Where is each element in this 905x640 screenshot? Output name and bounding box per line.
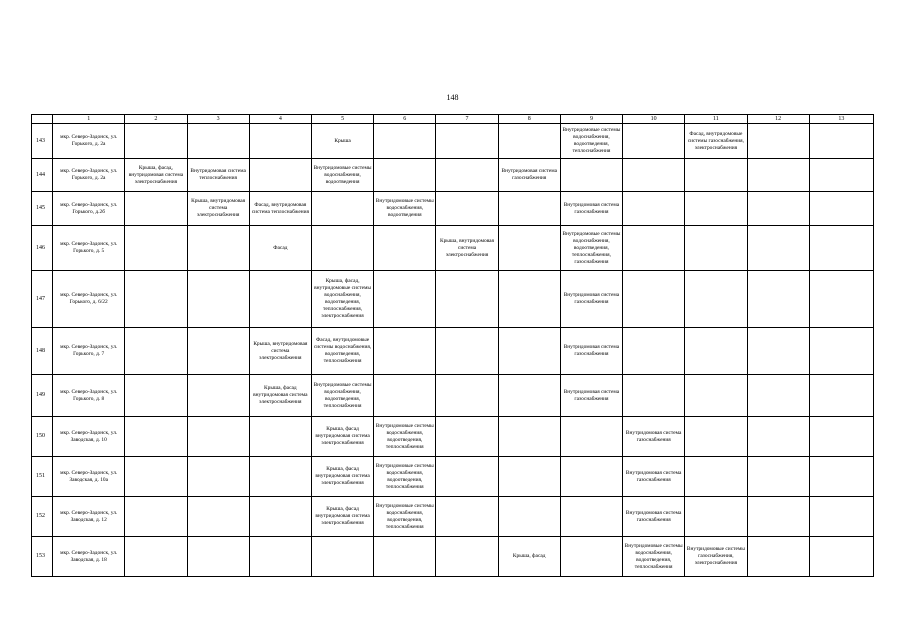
row-number: 143 (32, 124, 53, 159)
row-number: 146 (32, 226, 53, 271)
work-cell (436, 457, 498, 497)
header-cell: 9 (560, 115, 622, 124)
work-cell (187, 328, 249, 375)
work-cell: Внутридомовая система газоснабжения (623, 497, 685, 537)
address-cell: мкр. Северо-Задонск, ул. Горького, д. 2а (53, 124, 125, 159)
work-cell (311, 192, 373, 226)
work-cell (187, 537, 249, 577)
work-cell (809, 226, 873, 271)
work-cell (560, 159, 622, 192)
address-cell: мкр. Северо-Задонск, ул. Горького, д. 2а (53, 159, 125, 192)
work-cell (249, 124, 311, 159)
work-cell: Внутридомовые системы водоснабжения, водоотведения, теплоснабжения (560, 124, 622, 159)
work-cell (685, 457, 747, 497)
repair-schedule-table (31, 114, 874, 577)
work-cell: Внутридомовые системы водоснабжения, водоотведения, теплоснабжения (374, 457, 436, 497)
table-body (32, 115, 874, 577)
work-cell (685, 497, 747, 537)
work-cell (685, 375, 747, 417)
work-cell (685, 159, 747, 192)
work-cell (125, 226, 187, 271)
work-cell: Крыша, фасад внутридомовая система электроснабжения (311, 457, 373, 497)
work-cell (560, 457, 622, 497)
work-cell (436, 159, 498, 192)
work-cell (374, 124, 436, 159)
work-cell (809, 159, 873, 192)
work-cell: Крыша (311, 124, 373, 159)
work-cell (623, 226, 685, 271)
work-cell (249, 537, 311, 577)
work-cell (747, 497, 809, 537)
work-cell (125, 417, 187, 457)
address-cell: мкр. Северо-Задонск, ул. Заводская, д. 10 (53, 417, 125, 457)
row-number: 151 (32, 457, 53, 497)
work-cell: Крыша, внутридомовая система электроснабжения (249, 328, 311, 375)
work-cell (498, 497, 560, 537)
work-cell (623, 271, 685, 328)
table-row (32, 537, 874, 577)
work-cell (809, 375, 873, 417)
work-cell: Внутридомовая система газоснабжения (623, 457, 685, 497)
table-row (32, 457, 874, 497)
header-cell-empty (32, 115, 53, 124)
table-row (32, 497, 874, 537)
address-cell: мкр. Северо-Задонск, ул. Горького, д. 7 (53, 328, 125, 375)
work-cell (374, 537, 436, 577)
work-cell (747, 537, 809, 577)
address-cell: мкр. Северо-Задонск, ул. Горького, д. 8 (53, 375, 125, 417)
work-cell (125, 457, 187, 497)
header-cell: 5 (311, 115, 373, 124)
work-cell (125, 328, 187, 375)
work-cell (436, 375, 498, 417)
address-cell: мкр. Северо-Задонск, ул. Горького, д. 6/22 (53, 271, 125, 328)
work-cell (560, 537, 622, 577)
work-cell (747, 375, 809, 417)
table-row (32, 124, 874, 159)
work-cell (498, 417, 560, 457)
work-cell: Внутридомовая система газоснабжения (498, 159, 560, 192)
work-cell (747, 328, 809, 375)
work-cell (249, 159, 311, 192)
work-cell: Внутридомовые системы водоснабжения, водоотведения, теплоснабжения (623, 537, 685, 577)
work-cell: Крыша, фасад внутридомовая система электроснабжения (249, 375, 311, 417)
row-number: 153 (32, 537, 53, 577)
table-row (32, 375, 874, 417)
work-cell (249, 417, 311, 457)
work-cell (374, 328, 436, 375)
work-cell (809, 417, 873, 457)
work-cell (747, 226, 809, 271)
work-cell (560, 417, 622, 457)
work-cell (187, 226, 249, 271)
table-row (32, 226, 874, 271)
work-cell (498, 328, 560, 375)
work-cell (374, 271, 436, 328)
work-cell (125, 192, 187, 226)
work-cell (809, 457, 873, 497)
header-cell: 10 (623, 115, 685, 124)
work-cell (187, 375, 249, 417)
work-cell: Внутридомовая система газоснабжения (560, 271, 622, 328)
row-number: 148 (32, 328, 53, 375)
work-cell: Фасад, внутридомовые системы водоснабжения, водоотведения, теплоснабжения (311, 328, 373, 375)
header-cell: 12 (747, 115, 809, 124)
header-cell: 1 (53, 115, 125, 124)
work-cell (436, 124, 498, 159)
work-cell (498, 124, 560, 159)
header-cell: 4 (249, 115, 311, 124)
work-cell: Крыша, фасад внутридомовая система электроснабжения (311, 417, 373, 457)
work-cell (498, 192, 560, 226)
work-cell (187, 271, 249, 328)
work-cell (623, 328, 685, 375)
work-cell (187, 457, 249, 497)
table-row (32, 192, 874, 226)
work-cell (747, 124, 809, 159)
header-cell: 8 (498, 115, 560, 124)
address-cell: мкр. Северо-Задонск, ул. Горького, д. 5 (53, 226, 125, 271)
address-cell: мкр. Северо-Задонск, ул. Заводская, д. 18 (53, 537, 125, 577)
work-cell: Крыша, внутридомовая система электроснабжения (187, 192, 249, 226)
header-cell: 11 (685, 115, 747, 124)
work-cell (623, 124, 685, 159)
work-cell: Крыша, внутридомовая система электроснабжения (436, 226, 498, 271)
work-cell (623, 159, 685, 192)
work-cell (374, 159, 436, 192)
table-row (32, 271, 874, 328)
work-cell (685, 226, 747, 271)
work-cell (809, 192, 873, 226)
row-number: 145 (32, 192, 53, 226)
row-number: 144 (32, 159, 53, 192)
work-cell (809, 497, 873, 537)
work-cell: Внутридомовые системы газоснабжения, электроснабжения (685, 537, 747, 577)
work-cell (498, 226, 560, 271)
work-cell (249, 457, 311, 497)
work-cell (560, 497, 622, 537)
work-cell (374, 226, 436, 271)
work-cell (498, 457, 560, 497)
work-cell (747, 192, 809, 226)
row-number: 150 (32, 417, 53, 457)
work-cell (809, 537, 873, 577)
work-cell (374, 375, 436, 417)
work-cell (747, 417, 809, 457)
header-cell: 6 (374, 115, 436, 124)
work-cell (747, 271, 809, 328)
work-cell (809, 328, 873, 375)
work-cell: Внутридомовая система газоснабжения (560, 192, 622, 226)
header-cell: 7 (436, 115, 498, 124)
work-cell (685, 271, 747, 328)
work-cell (125, 497, 187, 537)
work-cell (187, 124, 249, 159)
address-cell: мкр. Северо-Задонск, ул. Горького, д.2б (53, 192, 125, 226)
work-cell (436, 192, 498, 226)
work-cell (125, 124, 187, 159)
work-cell (747, 457, 809, 497)
work-cell (747, 159, 809, 192)
work-cell: Внутридомовая система газоснабжения (560, 328, 622, 375)
work-cell (685, 417, 747, 457)
work-cell (436, 328, 498, 375)
work-cell: Фасад, внутридомовая система теплоснабжения (249, 192, 311, 226)
page-number: 148 (446, 93, 459, 102)
row-number: 152 (32, 497, 53, 537)
work-cell (498, 375, 560, 417)
header-cell: 2 (125, 115, 187, 124)
work-cell (125, 537, 187, 577)
work-cell: Внутридомовые системы водоснабжения, водоотведения, теплоснабжения, газоснабжения (560, 226, 622, 271)
header-cell: 3 (187, 115, 249, 124)
work-cell: Крыша, фасад, внутридомовая система электроснабжения (125, 159, 187, 192)
work-cell: Внутридомовая система теплоснабжения (187, 159, 249, 192)
work-cell: Внутридомовые системы водоснабжения, водоотведения (374, 192, 436, 226)
header-row (32, 115, 874, 124)
work-cell (187, 417, 249, 457)
work-cell (623, 192, 685, 226)
work-cell: Фасад, внутридомовые системы газоснабжения, электроснабжения (685, 124, 747, 159)
work-cell: Крыша, фасад внутридомовая система электроснабжения (311, 497, 373, 537)
work-cell (498, 271, 560, 328)
work-cell: Внутридомовые системы водоснабжения, водоотведения, теплоснабжения (374, 417, 436, 457)
work-cell: Внутридомовые системы водоснабжения, водоотведения, теплоснабжения (311, 375, 373, 417)
work-cell: Крыша, фасад (498, 537, 560, 577)
table-row (32, 159, 874, 192)
row-number: 149 (32, 375, 53, 417)
address-cell: мкр. Северо-Задонск, ул. Заводская, д. 12 (53, 497, 125, 537)
work-cell (249, 271, 311, 328)
work-cell (809, 271, 873, 328)
address-cell: мкр. Северо-Задонск, ул. Заводская, д. 10а (53, 457, 125, 497)
work-cell (436, 497, 498, 537)
work-cell: Внутридомовые системы водоснабжения, водоотведения (311, 159, 373, 192)
work-cell (436, 537, 498, 577)
work-cell: Фасад (249, 226, 311, 271)
work-cell (187, 497, 249, 537)
work-cell (125, 271, 187, 328)
table-row (32, 328, 874, 375)
work-cell (436, 417, 498, 457)
work-cell: Внутридомовая система газоснабжения (623, 417, 685, 457)
work-cell (436, 271, 498, 328)
row-number: 147 (32, 271, 53, 328)
table-row (32, 417, 874, 457)
work-cell: Крыша, фасад, внутридомовые системы водоснабжения, водоотведения, теплоснабжения, электроснабжения (311, 271, 373, 328)
work-cell (623, 375, 685, 417)
work-cell (311, 537, 373, 577)
work-cell: Внутридомовые системы водоснабжения, водоотведения, теплоснабжения (374, 497, 436, 537)
work-cell: Внутридомовая система газоснабжения (560, 375, 622, 417)
work-cell (685, 192, 747, 226)
work-cell (685, 328, 747, 375)
work-cell (125, 375, 187, 417)
work-cell (249, 497, 311, 537)
work-cell (809, 124, 873, 159)
work-cell (311, 226, 373, 271)
header-cell: 13 (809, 115, 873, 124)
